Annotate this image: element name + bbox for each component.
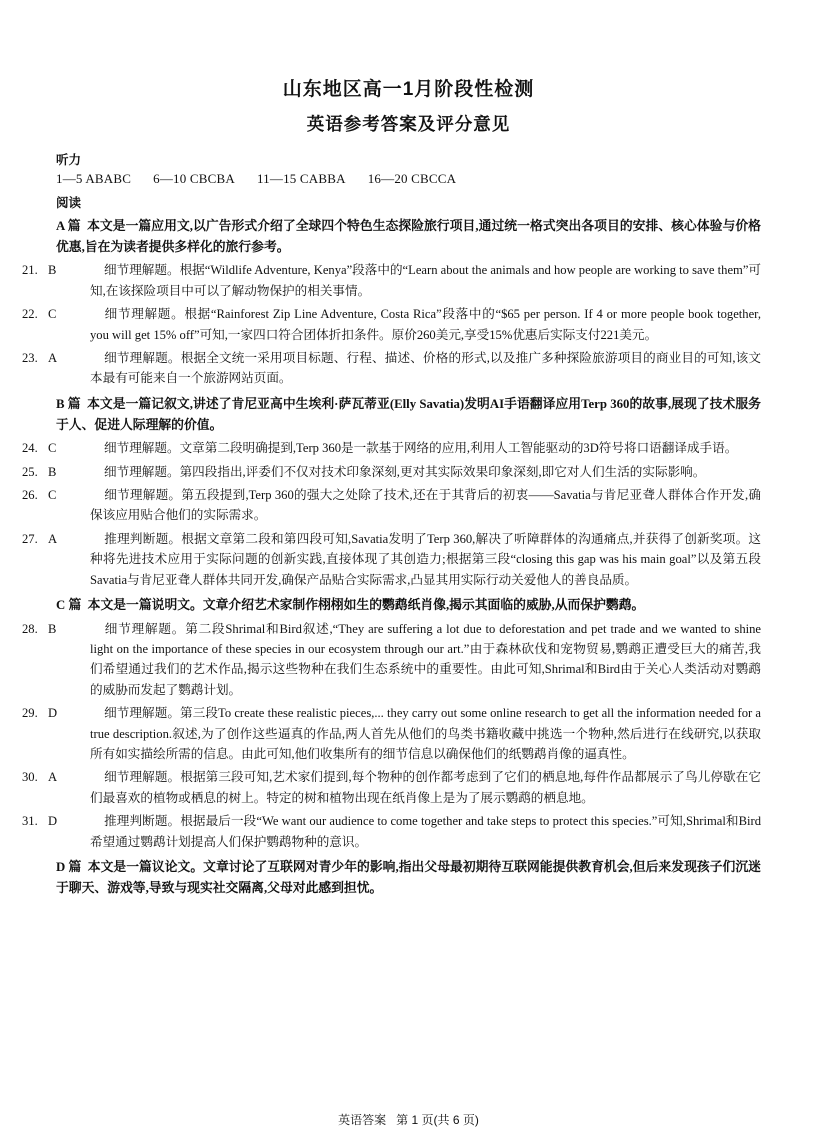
question-answer: C — [48, 307, 57, 322]
question-number: 30. — [22, 770, 38, 785]
question-explanation: 第五段提到,Terp 360的强大之处除了技术,还在于其背后的初衷——Savatia与肯尼亚聋人群体合作开发,确保该应用贴合他们的实际需求。 — [90, 488, 761, 523]
passage-d-label: D 篇 — [56, 859, 82, 874]
answer-item — [22, 438, 761, 458]
passage-c-summary-text: 本文是一篇说明文。文章介绍艺术家制作栩栩如生的鹦鹉纸肖像,揭示其面临的威胁,从而保护鹦鹉。 — [87, 597, 645, 612]
answer-item — [22, 462, 761, 482]
answer-item — [22, 767, 761, 808]
question-answer: B — [48, 464, 57, 479]
answer-item — [22, 348, 762, 389]
question-number: 27. — [22, 531, 38, 546]
question-explanation: 根据“Rainforest Zip Line Adventure, Costa Rica”段落中的“$65 per person. If 4 or more people book together, you will get 15% off”可知,一家四口符合团体折扣条件。原价260美元,享受15%优惠后实际支付221美元。 — [90, 307, 762, 342]
question-answer: A — [48, 770, 58, 785]
passage-a-label: A 篇 — [56, 219, 81, 233]
question-explanation: 文章第二段明确提到,Terp 360是一款基于网络的应用,利用人工智能驱动的3D符号将口语翻译成手语。 — [179, 441, 738, 456]
question-number: 31. — [22, 814, 38, 829]
question-answer: C — [48, 488, 57, 502]
question-answer: C — [48, 441, 57, 456]
passage-b-summary — [56, 394, 761, 435]
question-explanation: 根据全文统一采用项目标题、行程、描述、价格的形式,以及推广多种探险旅游项目的商业目的可知,该文本最有可能来自一个旅游网站页面。 — [90, 351, 762, 386]
question-number: 26. — [22, 488, 38, 502]
question-explanation: 第二段Shrimal和Bird叙述,“They are suffering a lot due to deforestation and pet trade and we wanted to shine light on the importance of these species in our ecosystem through our art.”由于森林砍伐和宠物贸易,鹦鹉正遭受巨大的痛苦,我们希望通过我们的艺术作品,揭示这些物种在我们生态系统中的重要性。由此可知,Shrimal和Bird由于关心人类活动对鹦鹉的威胁而发起了鹦鹉计划。 — [90, 621, 761, 697]
question-type: 细节理解题。 — [104, 770, 181, 785]
question-type: 细节理解题。 — [104, 706, 181, 721]
answer-item — [22, 619, 761, 701]
page-footer — [0, 1111, 817, 1128]
passage-a-summary — [56, 216, 761, 257]
listening-group-3: 11—15 CABBA — [256, 171, 346, 186]
question-answer: A — [48, 351, 58, 365]
listening-group-4: 16—20 CBCCA — [367, 171, 457, 186]
question-type: 细节理解题。 — [104, 488, 182, 502]
listening-group-2: 6—10 CBCBA — [153, 171, 235, 186]
footer-label: 英语答案 — [338, 1113, 387, 1127]
answer-item — [22, 529, 761, 590]
passage-c-label: C 篇 — [56, 597, 82, 612]
question-answer: B — [48, 621, 57, 636]
question-number: 28. — [22, 621, 38, 636]
question-number: 23. — [22, 351, 38, 365]
answer-item — [22, 260, 762, 301]
question-type: 细节理解题。 — [104, 464, 180, 479]
question-type: 推理判断题。 — [104, 814, 181, 829]
passage-c-summary — [56, 595, 761, 616]
passage-d-summary-text: 本文是一篇议论文。文章讨论了互联网对青少年的影响,指出父母最初期待互联网能提供教育机会,但后来发现孩子们沉迷于聊天、游戏等,导致与现实社交隔离,父母对此感到担忧。 — [56, 859, 761, 895]
question-explanation: 第四段指出,评委们不仅对技术印象深刻,更对其实际效果印象深刻,即它对人们生活的实际影响。 — [179, 464, 706, 479]
section-heading-reading: 阅读 — [56, 196, 82, 210]
question-number: 24. — [22, 441, 38, 456]
question-answer: D — [48, 814, 58, 829]
section-heading-listening: 听力 — [56, 153, 82, 167]
question-explanation: 根据第三段可知,艺术家们提到,每个物种的创作都考虑到了它们的栖息地,每件作品都展示了鸟儿停歇在它们最喜欢的植物或栖息的树上。特定的树和植物出现在纸肖像上是为了展示鹦鹉的栖息地。 — [90, 770, 761, 805]
question-number: 25. — [22, 464, 38, 479]
question-answer: A — [48, 531, 58, 546]
answer-item — [22, 703, 762, 764]
answer-item — [22, 811, 761, 852]
question-type: 推理判断题。 — [104, 531, 182, 546]
question-explanation: 根据文章第二段和第四段可知,Savatia发明了Terp 360,解决了听障群体的沟通痛点,并获得了创新奖项。这种将先进技术应用于实际问题的创新实践,直接体现了其创造力;根据第三段“closing this gap was his main goal”以及第五段Savatia与肯尼亚聋人群体共同开发,确保产品贴合实际需求,凸显其用实际行动关爱他人的善良品质。 — [90, 531, 761, 587]
question-type: 细节理解题。 — [104, 307, 185, 322]
question-type: 细节理解题。 — [104, 351, 181, 365]
question-type: 细节理解题。 — [104, 621, 186, 636]
question-number: 21. — [22, 263, 38, 278]
question-number: 22. — [22, 307, 38, 322]
question-explanation: 根据最后一段“We want our audience to come together and take steps to protect this species.”可知,Shrimal和Bird希望通过鹦鹉计划提高人们保护鹦鹉物种的意识。 — [90, 814, 761, 849]
passage-a-summary-text: 本文是一篇应用文,以广告形式介绍了全球四个特色生态探险旅行项目,通过统一格式突出各项目的安排、核心体验与价格优惠,旨在为读者提供多样化的旅行参考。 — [56, 219, 761, 254]
passage-b-label: B 篇 — [56, 396, 81, 411]
page-subtitle: 英语参考答案及评分意见 — [306, 114, 511, 134]
passage-d-summary — [56, 857, 761, 898]
question-number: 29. — [22, 706, 38, 721]
question-explanation: 根据“Wildlife Adventure, Kenya”段落中的“Learn about the animals and how people are working to save them”可知,在该探险项目中可以了解动物保护的相关事情。 — [90, 263, 762, 298]
question-answer: D — [48, 706, 58, 721]
footer-page-number: 第 1 页(共 6 页) — [396, 1113, 479, 1127]
answer-item — [22, 485, 761, 526]
question-explanation: 第三段To create these realistic pieces,... they carry out some online research to get all the information needed for a true description.叙述,为了创作这些逼真的作品,两人首先从他们的鸟类书籍收藏中挑选一个物种,然后进行在线研究,以获取所有如实描绘所需的信息。由此可知,他们收集所有的细节信息以确保他们的纸鹦鹉肖像的逼真性。 — [90, 706, 762, 762]
question-answer: B — [48, 263, 57, 278]
passage-b-summary-text: 本文是一篇记叙文,讲述了肯尼亚高中生埃利·萨瓦蒂亚(Elly Savatia)发明AI手语翻译应用Terp 360的故事,展现了技术服务于人、促进人际理解的价值。 — [56, 396, 761, 432]
question-type: 细节理解题。 — [104, 441, 180, 456]
answer-item — [22, 304, 762, 345]
listening-answers — [56, 171, 761, 187]
page-title: 山东地区高一1月阶段性检测 — [282, 79, 535, 100]
question-type: 细节理解题。 — [104, 263, 180, 278]
listening-group-1: 1—5 ABABC — [56, 171, 132, 186]
